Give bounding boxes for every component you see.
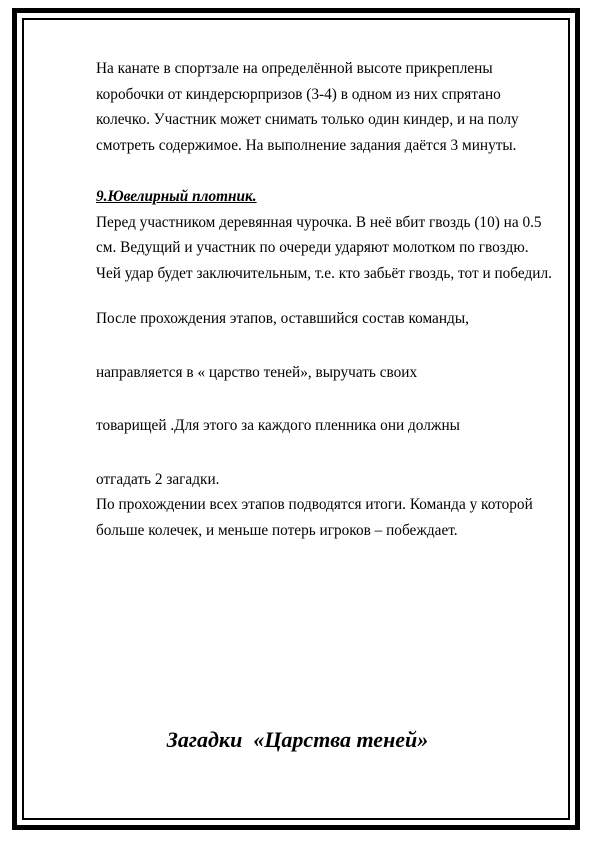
paragraph-ring-task: На канате в спортзале на определённой высоте прикреплены коробочки от киндерсюрпризов (3-4) в одном из них спрятано колечко. Участник может снимать только один киндер, и на полу смотреть содержимое. На выполнение задания даётся 3 минуты. [96, 60, 519, 154]
paragraph-after-stages: После прохождения этапов, оставшийся состав команды, [96, 310, 469, 327]
document-body [96, 56, 556, 543]
paragraph-riddles: отгадать 2 загадки. [96, 470, 220, 488]
section-heading: 9.Ювелирный плотник. [96, 188, 257, 205]
page-title: Загадки «Царства теней» [166, 727, 429, 752]
paragraph-comrades: товарищей .Для этого за каждого пленника они должны [96, 417, 460, 434]
paragraph-nail-task: Перед участником деревянная чурочка. В неё вбит гвоздь (10) на 0.5 см. Ведущий и участник по очереди ударяют молотком по гвоздю. Чей удар будет заключительным, т.е. кто забьёт гвоздь, тот и победил. [96, 213, 552, 282]
paragraph-results: По прохождении всех этапов подводятся итоги. Команда у которой больше колечек, и меньше потерь игроков – побеждает. [96, 496, 533, 539]
paragraph-kingdom-of-shadows: направляется в « царство теней», выручать своих [96, 363, 418, 381]
